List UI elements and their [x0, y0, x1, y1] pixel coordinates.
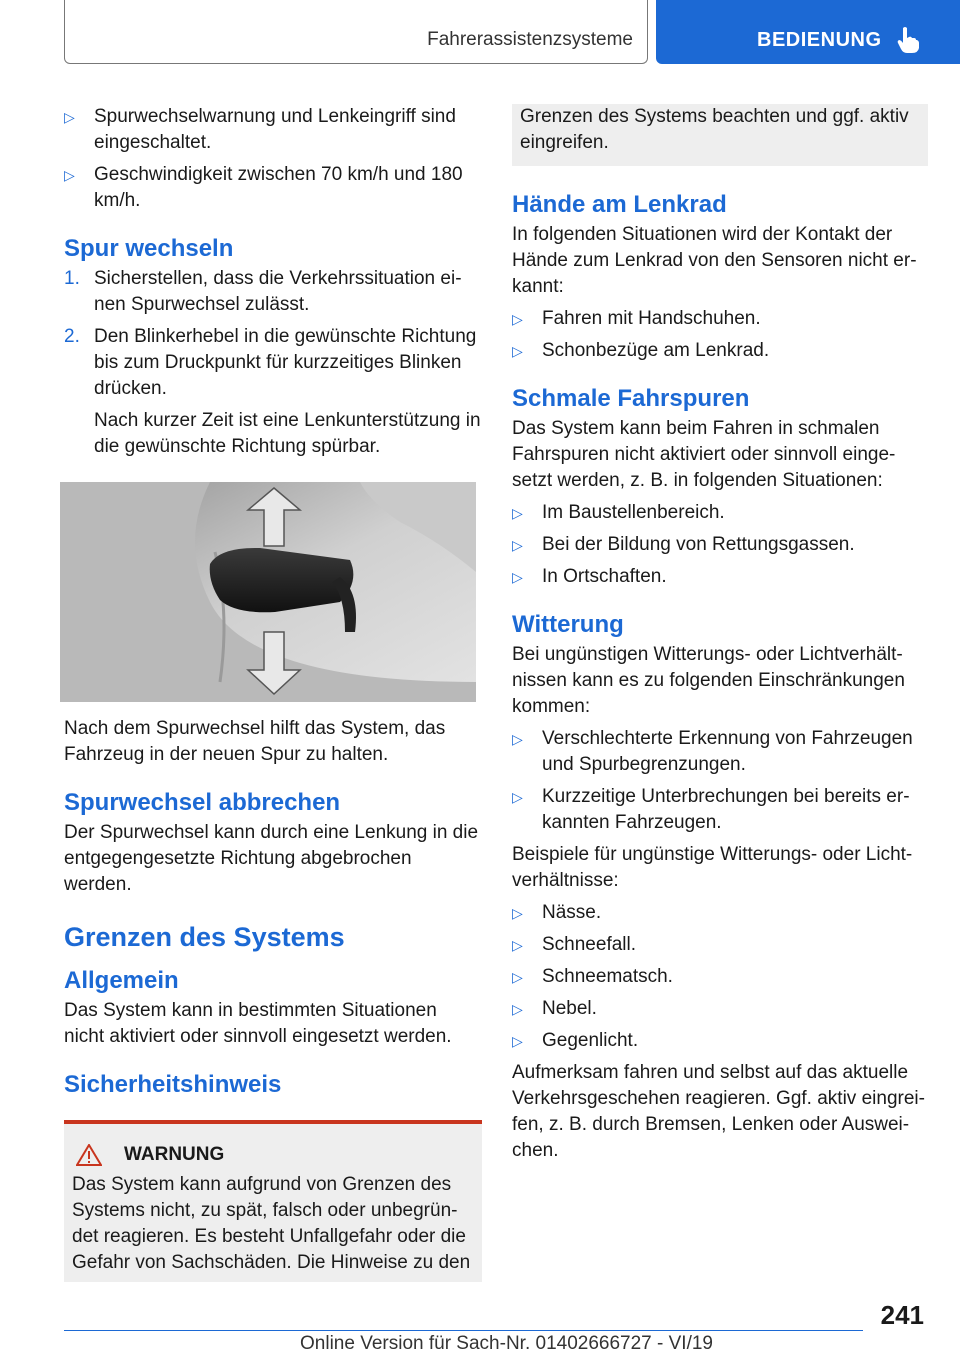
heading-allgemein: Allgemein	[64, 967, 179, 994]
step-item: 2. Den Blinkerhebel in die gewünschte Richtung bis zum Druckpunkt für kurzzeitiges Blinken drücken.	[64, 326, 477, 399]
triangle-bullet-icon: ▷	[512, 569, 523, 585]
warning-header	[72, 1144, 474, 1166]
paragraph: In folgenden Situationen wird der Kontakt der Hände zum Lenkrad von den Sensoren nicht er-kannt:	[512, 224, 917, 297]
step-item: 1. Sicherstellen, dass die Verkehrssituation ei-nen Spurwechsel zulässt.	[64, 268, 462, 315]
triangle-bullet-icon: ▷	[512, 343, 523, 359]
triangle-bullet-icon: ▷	[512, 731, 523, 747]
list-item: ▷ Verschlechterte Erkennung von Fahrzeugen und Spurbegrenzungen.	[512, 726, 928, 778]
header-chapter-tab	[656, 0, 960, 64]
heading-sicherheitshinweis: Sicherheitshinweis	[64, 1071, 282, 1098]
triangle-bullet-icon: ▷	[512, 537, 523, 553]
paragraph: Bei ungünstigen Witterungs- oder Lichtverhält-nissen kann es zu folgenden Einschränkungen kommen:	[512, 644, 905, 717]
list-item: ▷ Geschwindigkeit zwischen 70 km/h und 180 km/h.	[64, 162, 482, 214]
warning-box-continued: Grenzen des Systems beachten und ggf. aktiv eingreifen.	[512, 104, 928, 166]
warning-title: WARNUNG	[124, 1144, 225, 1165]
list-item: ▷ Kurzzeitige Unterbrechungen bei bereits er-kannten Fahrzeugen.	[512, 784, 928, 836]
list-item: ▷ Nässe.	[512, 900, 928, 926]
step-note: Nach kurzer Zeit ist eine Lenkunterstützung in die gewünschte Richtung spürbar.	[94, 410, 481, 457]
turn-signal-lever-image	[60, 482, 476, 702]
list-item: ▷ Gegenlicht.	[512, 1028, 928, 1054]
triangle-bullet-icon: ▷	[512, 311, 523, 327]
warning-box	[64, 1120, 482, 1282]
hand-pointer-icon	[896, 26, 920, 54]
triangle-bullet-icon: ▷	[512, 905, 523, 921]
online-version-note: Online Version für Sach-Nr. 01402666727 - VI/19	[300, 1333, 713, 1354]
header-section-title: Fahrerassistenzsysteme	[427, 29, 633, 50]
list-item: ▷ Schneematsch.	[512, 964, 928, 990]
page-number: 241	[880, 1300, 924, 1330]
warning-text: Das System kann aufgrund von Grenzen des Systems nicht, zu spät, falsch oder unbegrün-det reagieren. Es besteht Unfallgefahr oder die Gefahr von Sachschäden. Die Hinweise zu den	[72, 1174, 471, 1273]
list-item: ▷ Bei der Bildung von Rettungsgassen.	[512, 532, 928, 558]
triangle-bullet-icon: ▷	[64, 109, 75, 125]
paragraph: Aufmerksam fahren und selbst auf das aktuelle Verkehrsgeschehen reagieren. Ggf. aktiv eingrei-fen, z. B. durch Bremsen, Lenken oder Auswei-chen.	[512, 1062, 925, 1161]
list-item: ▷ Fahren mit Handschuhen.	[512, 306, 928, 332]
heading-witterung: Witterung	[512, 611, 624, 638]
list-item: ▷ Schonbezüge am Lenkrad.	[512, 338, 928, 364]
paragraph: Beispiele für ungünstige Witterungs- oder Licht-verhältnisse:	[512, 844, 913, 891]
list-item: ▷ Spurwechselwarnung und Lenkeingriff sind eingeschaltet.	[64, 104, 482, 156]
heading-grenzen-des-systems: Grenzen des Systems	[64, 922, 345, 952]
paragraph: Das System kann beim Fahren in schmalen Fahrspuren nicht aktiviert oder sinnvoll einge-setzt werden, z. B. in folgenden Situationen:	[512, 418, 896, 491]
header-section-tab	[64, 0, 648, 64]
triangle-bullet-icon: ▷	[512, 505, 523, 521]
list-item: ▷ In Ortschaften.	[512, 564, 928, 590]
triangle-bullet-icon: ▷	[512, 789, 523, 805]
warning-triangle-icon	[76, 1144, 102, 1166]
list-item: ▷ Schneefall.	[512, 932, 928, 958]
triangle-bullet-icon: ▷	[512, 1001, 523, 1017]
triangle-bullet-icon: ▷	[512, 937, 523, 953]
right-column	[512, 104, 928, 1170]
triangle-bullet-icon: ▷	[512, 1033, 523, 1049]
paragraph: Nach dem Spurwechsel hilft das System, das Fahrzeug in der neuen Spur zu halten.	[64, 718, 446, 765]
list-item: ▷ Nebel.	[512, 996, 928, 1022]
paragraph: Der Spurwechsel kann durch eine Lenkung in die entgegengesetzte Richtung abgebrochen werden.	[64, 822, 479, 895]
paragraph: Das System kann in bestimmten Situationen nicht aktiviert oder sinnvoll eingesetzt werden.	[64, 1000, 452, 1047]
left-column	[64, 104, 482, 1282]
heading-schmale-fahrspuren: Schmale Fahrspuren	[512, 385, 750, 412]
triangle-bullet-icon: ▷	[64, 167, 75, 183]
heading-spur-wechseln: Spur wechseln	[64, 235, 234, 262]
header-chapter-title: BEDIENUNG	[757, 29, 882, 51]
heading-haende-am-lenkrad: Hände am Lenkrad	[512, 191, 727, 218]
footer-divider	[64, 1330, 863, 1331]
list-item: ▷ Im Baustellenbereich.	[512, 500, 928, 526]
triangle-bullet-icon: ▷	[512, 969, 523, 985]
heading-spurwechsel-abbrechen: Spurwechsel abbrechen	[64, 789, 341, 816]
